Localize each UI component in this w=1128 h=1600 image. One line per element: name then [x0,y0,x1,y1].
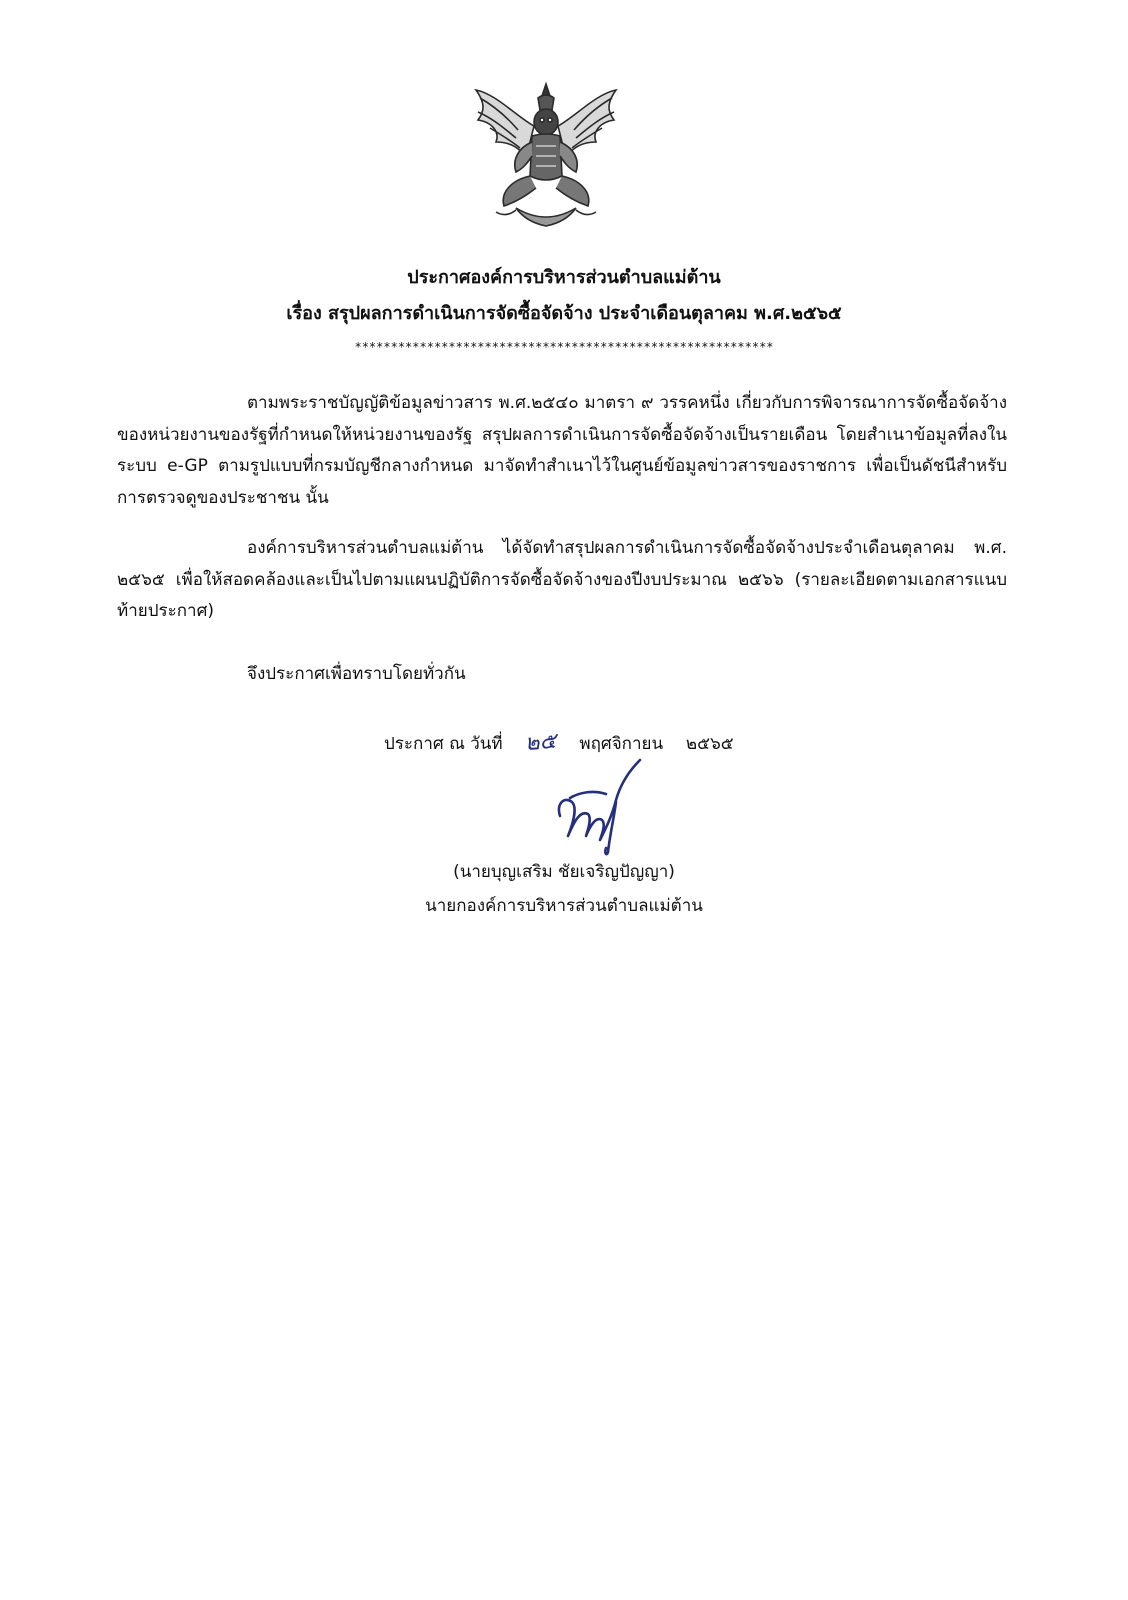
announcement-subject: เรื่อง สรุปผลการดำเนินการจัดซื้อจัดจ้าง ประจำเดือนตุลาคม พ.ศ.๒๕๖๕ [286,303,842,324]
signer-position: นายกองค์การบริหารส่วนตำบลแม่ต้าน [425,896,703,916]
announcement-date [384,724,734,759]
date-year: ๒๕๖๕ [685,734,734,754]
signer-name: (นายบุญเสริม ชัยเจริญปัญญา) [453,862,675,882]
date-day-handwritten: ๒๕ [524,728,558,757]
body-paragraph-1: ตามพระราชบัญญัติข้อมูลข่าวสาร พ.ศ.๒๕๔๐ มาตรา ๙ วรรคหนึ่ง เกี่ยวกับการพิจารณาการจัดซื้อจัดจ้างของหน่วยงานของรัฐที่กำหนดให้หน่วยงานของรัฐ สรุปผลการดำเนินการจัดซื้อจัดจ้างเป็นรายเดือน โดยสำเนาข้อมูลที่ลงในระบบ e-GP ตามรูปแบบที่กรมบัญชีกลางกำหนด มาจัดทำสำเนาไว้ในศูนย์ข้อมูลข่าวสารของราชการ เพื่อเป็นดัชนีสำหรับการตรวจดูของประชาชน นั้น [117,393,1007,508]
closing-statement: จึงประกาศเพื่อทราบโดยทั่วกัน [247,664,466,684]
handwritten-signature-icon [550,756,650,860]
body-paragraph-2: องค์การบริหารส่วนตำบลแม่ต้าน ได้จัดทำสรุปผลการดำเนินการจัดซื้อจัดจ้างประจำเดือนตุลาคม พ.ศ. ๒๕๖๕ เพื่อให้สอดคล้องและเป็นไปตามแผนปฏิบัติการจัดซื้อจัดจ้างของปีงบประมาณ ๒๕๖๖ (รายละเอียดตามเอกสารแนบท้ายประกาศ) [117,538,1007,621]
date-month: พฤศจิกายน [579,734,664,754]
garuda-emblem-icon [456,76,636,236]
date-prefix: ประกาศ ณ วันที่ [384,734,503,754]
separator-line: ********************************************************** [354,340,774,354]
announcement-title: ประกาศองค์การบริหารส่วนตำบลแม่ต้าน [407,267,721,288]
